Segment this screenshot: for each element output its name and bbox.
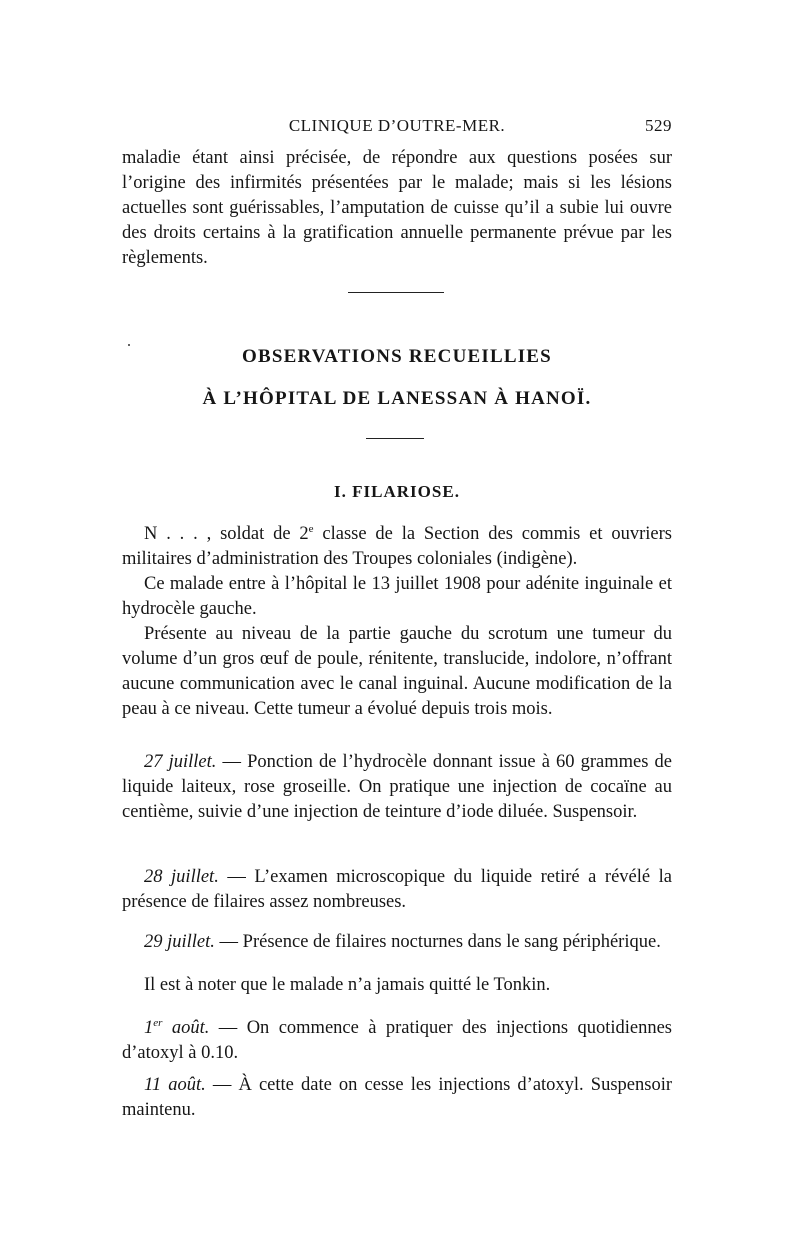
entry-11-aout — [122, 1073, 672, 1123]
entry-dash: — — [209, 1018, 247, 1038]
entry-text: À cette date on cesse les injections d’atoxyl. Suspensoir maintenu. — [122, 1075, 672, 1120]
exam-paragraph: Présente au niveau de la partie gauche du scrotum une tumeur du volume d’un gros œuf de poule, rénitente, translucide, indolore, n’offrant aucune communication avec le canal inguinal. Aucune modification de la peau à ce niveau. Cette tumeur a évolué depuis trois mois. — [122, 624, 672, 719]
entry-28-juillet — [122, 865, 672, 915]
subsection-title: I. FILARIOSE. — [334, 482, 460, 501]
entry-1er-aout — [122, 1016, 672, 1066]
section-divider-top — [348, 292, 444, 293]
entry-text: Présence de filaires nocturnes dans le sang périphérique. — [242, 932, 661, 952]
patient-text-post: classe de la Section des commis et ouvriers militaires d’administration des Troupes coloniales (indigène). — [122, 524, 672, 569]
entry-dash: — — [218, 867, 255, 887]
intro-paragraph: maladie étant ainsi précisée, de répondre aux questions posées sur l’origine des infirmités présentées par le malade; mais si les lésions actuelles sont guérissables, l’amputation de cuisse qu’il a subie lui ouvre des droits certains à la gratification annuelle permanente prévue par les règlements. — [122, 148, 672, 268]
patient-text-pre: N . . . , soldat de 2 — [144, 524, 309, 544]
entry-dash: — — [205, 1075, 239, 1095]
entry-date: 11 août. — [144, 1075, 206, 1095]
entry-date-sup: er — [153, 1016, 163, 1029]
section-divider-bottom — [366, 438, 424, 439]
patient-ordinal-sup: e — [308, 522, 314, 535]
section-title-line-2: À L’HÔPITAL DE LANESSAN À HANOÏ. — [202, 388, 592, 409]
entry-text: Ponction de l’hydrocèle donnant issue à 60 grammes de liquide laiteux, rose groseille. On pratique une injection de cocaïne au centième, suivie d’une injection de teinture d’iode diluée. Suspensoir. — [122, 752, 673, 822]
patient-paragraph — [122, 522, 672, 572]
entry-date: 27 juillet. — [144, 752, 217, 772]
page-number: 529 — [645, 116, 672, 135]
entry-text: L’examen microscopique du liquide retiré a révélé la présence de filaires assez nombreuses. — [122, 867, 672, 912]
entry-dash: — — [214, 932, 243, 952]
entry-27-juillet — [122, 750, 672, 825]
entry-29-juillet — [122, 930, 672, 955]
entry-date-pre: 1 — [144, 1018, 154, 1038]
entry-date: 28 juillet. — [144, 867, 219, 887]
entry-dash: — — [216, 752, 248, 772]
entry-date-post: août. — [162, 1018, 210, 1038]
running-header — [122, 116, 672, 142]
admission-paragraph: Ce malade entre à l’hôpital le 13 juillet 1908 pour adénite inguinale et hydrocèle gauche. — [122, 574, 672, 619]
running-title: CLINIQUE D’OUTRE-MER. — [288, 116, 506, 135]
section-title-line-1: OBSERVATIONS RECUEILLIES — [242, 346, 552, 367]
entry-text: On commence à pratiquer des injections quotidiennes d’atoxyl à 0.10. — [122, 1018, 673, 1063]
entry-date: 29 juillet. — [144, 932, 215, 952]
note-paragraph: Il est à noter que le malade n’a jamais quitté le Tonkin. — [144, 975, 551, 995]
